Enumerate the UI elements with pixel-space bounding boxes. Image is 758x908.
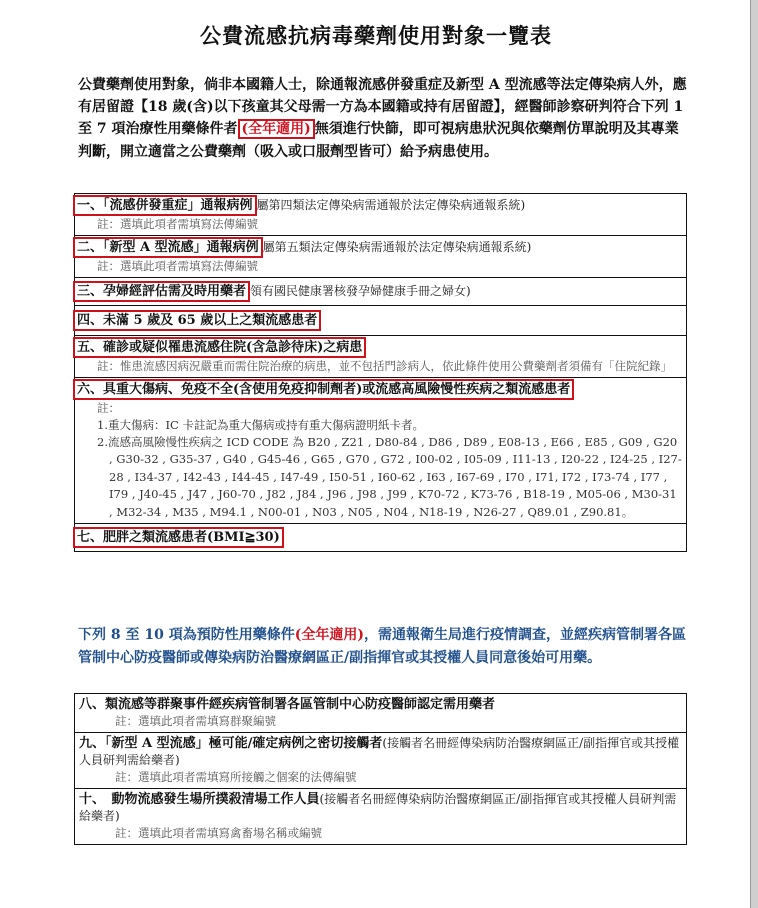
page-edge [750, 0, 758, 908]
item-6-note: 註： [97, 401, 120, 415]
item-8-title: 八、類流感等群聚事件經疾病管制署各區管制中心防疫醫師認定需用藥者 [79, 697, 496, 712]
item-8 [75, 694, 686, 732]
preventive-intro [78, 624, 690, 669]
therapeutic-table [74, 193, 687, 552]
item-6-sub-2: 2.流感高風險慢性疾病之 ICD CODE 為 B20 , Z21 , D80-84 , D86 , D89 , E08-13 , E66 , E85 , G09 , G20 , G30-32 , G35-37 , G40 , G45-46 , G65 , G70 , G72 , I00-02 , I05-09 , I11-13 , I20-22 , I24-25 , I27-28 , I34-37 , I42-43 , I44-45 , I47-49 , I50-51 , I60-62 , I63 , I67-69 , I70 , I71, I72 , I73-74 , I77 , I79 , J40-45 , J47 , J60-70 , J82 , J84 , J96 , J98 , J99 , K70-72 , K73-76 , B18-19 , M05-06 , M30-31 , M32-34 , M35 , M94.1 , N00-01 , N03 , N05 , N04 , N18-19 , N26-27 , Q89.01 , Z90.81。 [97, 435, 682, 519]
item-9 [75, 732, 686, 788]
item-7-title: 七、肥胖之類流感患者(BMI≧30) [73, 527, 284, 548]
item-2-title: 二、「新型 A 型流感」通報病例 [73, 237, 263, 258]
item-3-title: 三、孕婦經評估需及時用藥者 [73, 281, 250, 302]
item-1 [75, 194, 686, 235]
item-4-title: 四、未滿 5 歲及 65 歲以上之類流感患者 [73, 310, 321, 331]
preventive-table [74, 693, 687, 845]
item-5 [75, 335, 686, 377]
item-4 [75, 305, 686, 335]
item-7 [75, 523, 686, 551]
item-1-note: 註：選填此項者需填寫法傳編號 [97, 217, 258, 231]
item-3-desc: 領有國民健康署核發孕婦健康手冊之婦女) [250, 284, 471, 298]
item-2 [75, 235, 686, 277]
item-5-note: 註：惟患流感因病況嚴重而需住院治療的病患，並不包括門診病人，依此條件使用公費藥劑者須備有「住院紀錄」 [97, 359, 672, 373]
intro-text-after: 無須進行快篩，即可視病患狀況與依藥劑仿單說明及其專業判斷，開立適當之公費藥劑（吸入或口服劑型皆可）給予病患使用。 [78, 121, 679, 160]
preventive-text-after: ，需通報衛生局進行疫情調查，並經疾病管制署各區管制中心防疫醫師或傳染病防治醫療網區正/副指揮官或其授權人員同意後始可用藥。 [78, 627, 686, 666]
item-3 [75, 277, 686, 305]
item-2-note: 註：選填此項者需填寫法傳編號 [97, 259, 258, 273]
item-10-note: 註：選填此項者需填寫禽畜場名稱或編號 [115, 826, 322, 840]
item-10-desc: (接觸者名冊經傳染病防治醫療網區正/副指揮官或其授權人員研判需給藥者) [79, 792, 677, 823]
preventive-text-before: 下列 8 至 10 項為預防性用藥條件 [78, 627, 295, 643]
intro-highlight: (全年適用) [238, 119, 315, 139]
item-1-title: 一、「流感併發重症」通報病例 [73, 195, 257, 216]
item-8-note: 註：選填此項者需填寫群聚編號 [115, 714, 276, 728]
item-6-sub-1: 1.重大傷病：IC 卡註記為重大傷病或持有重大傷病證明紙卡者。 [97, 418, 424, 432]
item-6-title: 六、具重大傷病、免疫不全(含使用免疫抑制劑者)或流感高風險慢性疾病之類流感患者 [73, 379, 574, 400]
item-5-title: 五、確診或疑似罹患流感住院(含急診待床)之病患 [73, 337, 366, 358]
item-9-desc: (接觸者名冊經傳染病防治醫療網區正/副指揮官或其授權人員研判需給藥者) [79, 736, 680, 767]
preventive-highlight: (全年適用) [294, 627, 364, 643]
item-6 [75, 377, 686, 523]
intro-text-before: 公費藥劑使用對象，倘非本國籍人士，除通報流感併發重症及新型 A 型流感等法定傳染病人外，應有居留證【18 歲(含)以下孩童其父母需一方為本國籍或持有居留證】，經醫師診察研判符合下列 1 至 7 項治療性用藥條件者 [78, 77, 687, 138]
item-9-title: 九、「新型 A 型流感」極可能/確定病例之密切接觸者 [79, 736, 383, 751]
item-2-desc: 屬第五類法定傳染病需通報於法定傳染病通報系統) [262, 240, 532, 254]
intro-paragraph [78, 74, 690, 163]
item-10-title: 十、 動物流感發生場所撲殺清場工作人員 [79, 792, 320, 807]
item-10 [75, 788, 686, 844]
item-1-desc: 屬第四類法定傳染病需通報於法定傳染病通報系統) [256, 198, 526, 212]
item-9-note: 註：選填此項者需填寫所接觸之個案的法傳編號 [115, 770, 357, 784]
document-title: 公費流感抗病毒藥劑使用對象一覽表 [200, 23, 552, 48]
